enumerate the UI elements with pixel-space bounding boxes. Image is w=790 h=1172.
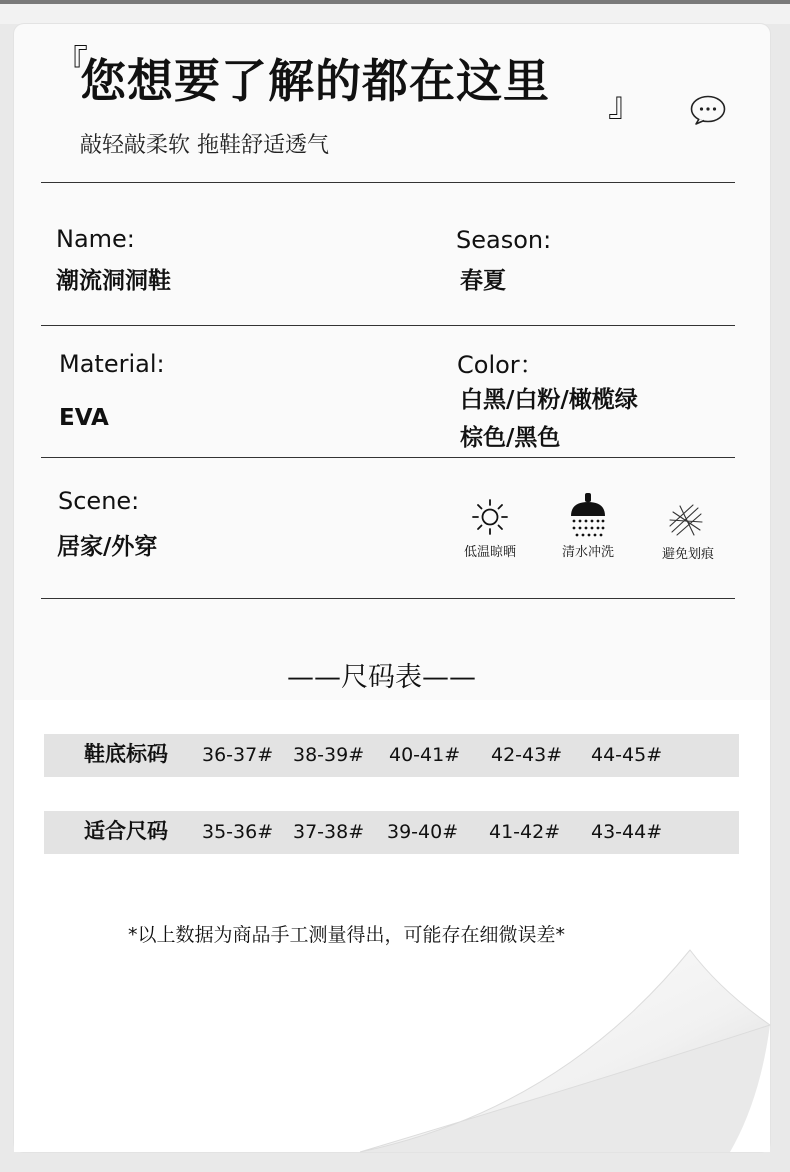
size-cell: 36-37# (202, 744, 274, 766)
size-cell: 43-44# (591, 821, 663, 843)
care-label-shower: 清水冲洗 (561, 545, 614, 560)
size-cell: 42-43# (491, 744, 563, 766)
open-bracket: 『 (54, 43, 88, 83)
color-label: Color： (457, 351, 544, 379)
size-row-label: 适合尺码 (84, 819, 168, 843)
page-title: 您想要了解的都在这里 (80, 54, 550, 108)
scene-value: 居家/外穿 (57, 534, 158, 560)
name-label: Name: (56, 225, 135, 253)
season-label: Season: (456, 226, 552, 254)
size-cell: 44-45# (591, 744, 663, 766)
size-row-label: 鞋底标码 (84, 742, 168, 766)
size-chart-title: ——尺码表—— (287, 662, 476, 693)
size-cell: 37-38# (293, 821, 365, 843)
material-value: EVA (59, 405, 109, 431)
care-label-scratch: 避免划痕 (661, 547, 714, 562)
page-subtitle: 敲轻敲柔软 拖鞋舒适透气 (80, 133, 329, 158)
size-cell: 40-41# (389, 744, 461, 766)
season-value: 春夏 (460, 268, 506, 294)
name-value: 潮流洞洞鞋 (56, 268, 171, 294)
close-bracket: 』 (608, 85, 642, 125)
size-cell: 39-40# (387, 821, 459, 843)
size-cell: 38-39# (293, 744, 365, 766)
size-cell: 35-36# (202, 821, 274, 843)
scene-label: Scene: (58, 487, 140, 515)
color-value-line1: 白黑/白粉/橄榄绿 (460, 387, 638, 413)
color-value-line2: 棕色/黑色 (460, 425, 561, 451)
material-label: Material: (59, 350, 165, 378)
size-cell: 41-42# (489, 821, 561, 843)
care-label-sun: 低温晾晒 (463, 545, 516, 560)
measurement-note: *以上数据为商品手工测量得出，可能存在细微误差* (128, 924, 566, 946)
